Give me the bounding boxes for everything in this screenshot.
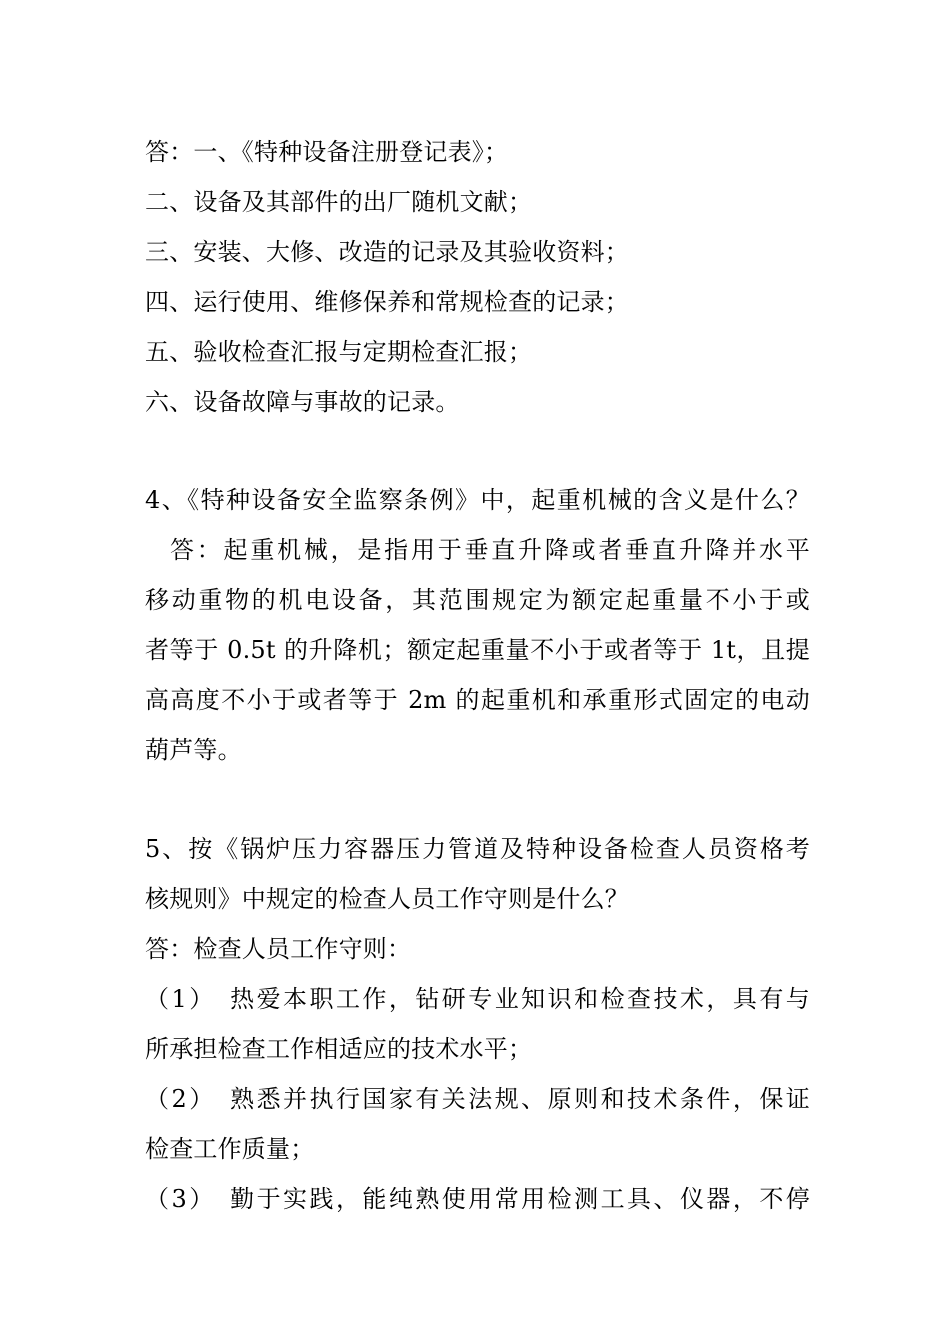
answer-3-line-5: 五、验收检查汇报与定期检查汇报； xyxy=(145,338,533,366)
answer-5-item-2-line-2: 检查工作质量； xyxy=(145,1135,315,1163)
answer-5-item-2-line-1: （2） 熟悉并执行国家有关法规、原则和技术条件，保证 xyxy=(145,1085,810,1113)
answer-3-line-2: 二、设备及其部件的出厂随机文献； xyxy=(145,188,533,216)
answer-4-line-5: 葫芦等。 xyxy=(145,736,242,764)
answer-5-item-1-line-2: 所承担检查工作相适应的技术水平； xyxy=(145,1035,533,1063)
answer-4-line-3: 者等于 0.5t 的升降机；额定起重量不小于或者等于 1t，且提 xyxy=(145,636,810,664)
answer-3-line-6: 六、设备故障与事故的记录。 xyxy=(145,388,460,416)
answer-3-line-4: 四、运行使用、维修保养和常规检查的记录； xyxy=(145,288,629,316)
question-5-line-1: 5、按《锅炉压力容器压力管道及特种设备检查人员资格考 xyxy=(145,835,810,863)
answer-4-line-2: 移动重物的机电设备，其范围规定为额定起重量不小于或 xyxy=(145,586,810,614)
answer-3-line-3: 三、安装、大修、改造的记录及其验收资料； xyxy=(145,238,629,266)
answer-5-item-3-line-1: （3） 勤于实践，能纯熟使用常用检测工具、仪器，不停 xyxy=(145,1185,810,1213)
question-4: 4、《特种设备安全监察条例》中，起重机械的含义是什么？ xyxy=(145,486,810,514)
answer-4-line-1: 答：起重机械，是指用于垂直升降或者垂直升降并水平 xyxy=(170,536,810,564)
answer-4-line-4: 高高度不小于或者等于 2m 的起重机和承重形式固定的电动 xyxy=(145,686,810,714)
answer-5-item-1-line-1: （1） 热爱本职工作，钻研专业知识和检查技术，具有与 xyxy=(145,985,810,1013)
answer-3-line-1: 答：一、《特种设备注册登记表》； xyxy=(145,138,509,166)
answer-5-intro: 答：检查人员工作守则： xyxy=(145,935,412,963)
question-5-line-2: 核规则》中规定的检查人员工作守则是什么？ xyxy=(145,885,629,913)
